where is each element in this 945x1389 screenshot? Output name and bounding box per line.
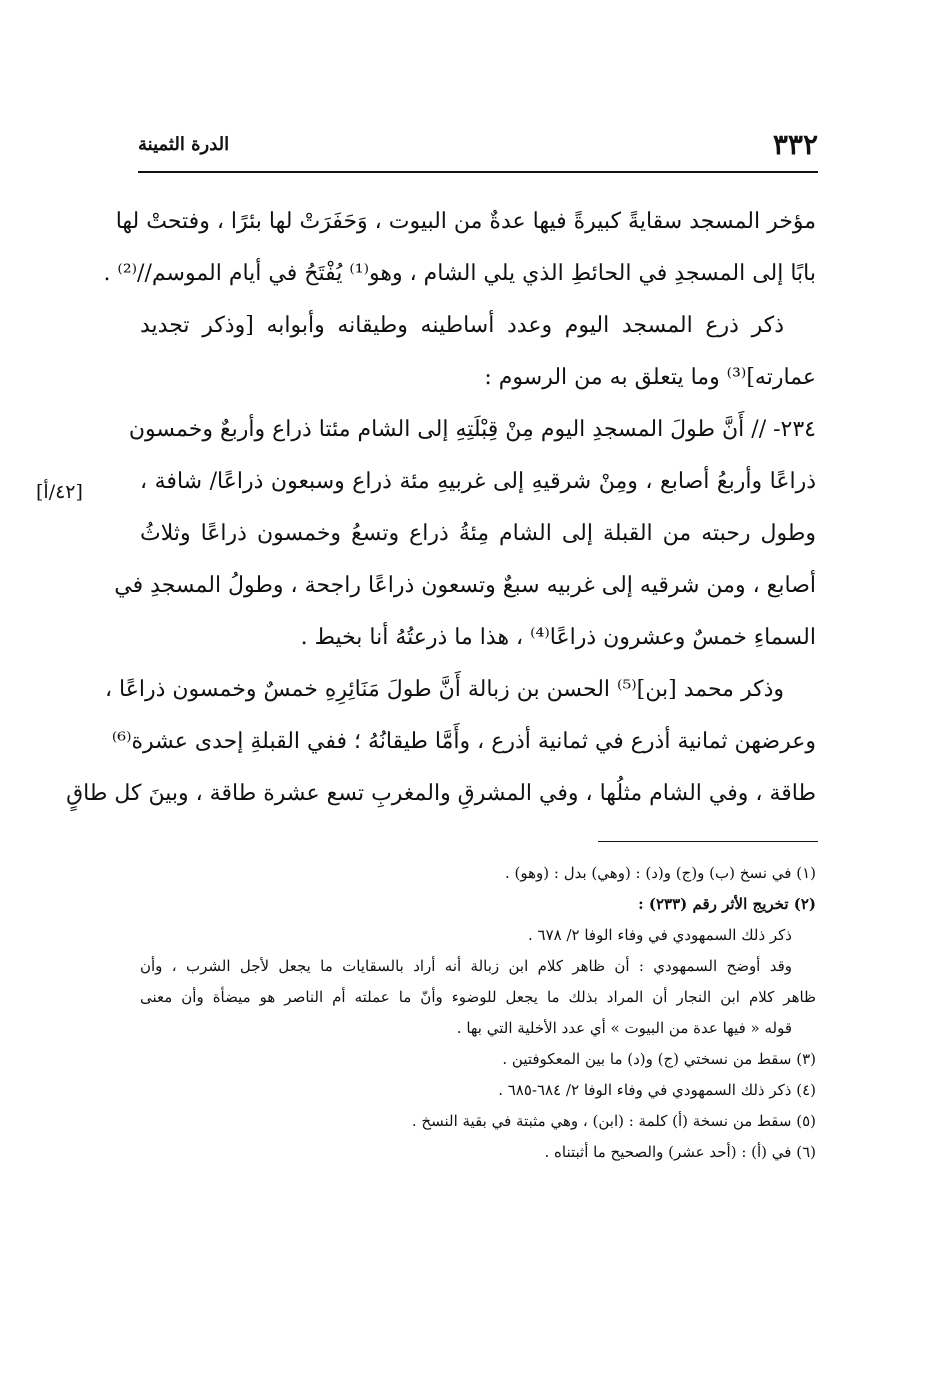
running-head	[138, 128, 818, 168]
text-line: مؤخر المسجد سقايةً كبيرةً فيها عدةٌ من البيوت ، وَحَفَرَتْ لها بئرًا ، وفتحتْ لها	[115, 209, 816, 234]
text-line: السماءِ خمسٌ وعشرون ذراعًا⁽⁴⁾ ، هذا ما ذرعتُهُ أنا بخيط .	[300, 625, 816, 650]
book-title: الدرة الثمينة	[138, 134, 230, 155]
margin-folio-note: [٤٢/أ]	[36, 481, 83, 503]
text-line: ٢٣٤- // أَنَّ طولَ المسجدِ اليوم مِنْ قِبْلَتِهِ إلى الشام مئتا ذراع وأربعٌ وخمسون	[128, 417, 816, 442]
page-number: ٣٣٢	[772, 128, 818, 161]
section-heading-line: عمارته]⁽³⁾ وما يتعلق به من الرسوم :	[484, 365, 816, 390]
footnote-rule	[598, 841, 818, 842]
main-text	[66, 196, 816, 820]
footnote: (٥) سقط من نسخة (أ) كلمة : (ابن) ، وهي مثبتة في بقية النسخ .	[411, 1112, 816, 1130]
footnote: (٢) تخريج الأثر رقم (٢٣٣) :	[638, 895, 816, 913]
section-heading-line: ذكر ذرع المسجد اليوم وعدد أساطينه وطيقانه وأبوابه [وذكر تجديد	[140, 313, 784, 338]
text-line: بابًا إلى المسجدِ في الحائطِ الذي يلي الشام ، وهو⁽¹⁾ يُفْتَحُ في أيام الموسم//⁽²⁾ .	[103, 261, 816, 286]
footnote: (٣) سقط من نسختي (ج) و(د) ما بين المعكوفتين .	[502, 1050, 816, 1068]
footnote-subline: وقد أوضح السمهودي : أن ظاهر كلام ابن زبالة أنه أراد بالسقايات ما يجعل لأجل الشرب ، وأن	[140, 957, 792, 975]
footnote: (٦) في (أ) : (أحد عشر) والصحيح ما أثبتناه .	[544, 1143, 816, 1161]
footnote-subline: ظاهر كلام ابن النجار أن المراد بذلك ما يجعل للوضوء وأنّ ما عملته أم الناصر هو ميضأة وأن معنى	[140, 988, 816, 1006]
footnote: (٤) ذكر ذلك السمهودي في وفاء الوفا ٢/ ٦٨٤-٦٨٥ .	[498, 1081, 816, 1099]
header-rule	[138, 171, 818, 173]
footnote: (١) في نسخ (ب) و(ج) و(د) : (وهي) بدل : (وهو) .	[504, 864, 816, 882]
footnotes	[140, 858, 816, 1168]
text-line: طاقة ، وفي الشام مثلُها ، وفي المشرقِ والمغربِ تسع عشرة طاقة ، وبينَ كل طاقٍ	[66, 781, 816, 806]
text-line: وذكر محمد [بن]⁽⁵⁾ الحسن بن زبالة أَنَّ طولَ مَنَائِرِهِ خمسٌ وخمسون ذراعًا ،	[104, 677, 784, 702]
text-line: وعرضهن ثمانية أذرع في ثمانية أذرع ، وأَمَّا طيقانُهُ ؛ ففي القبلةِ إحدى عشرة⁽⁶⁾	[111, 729, 816, 754]
text-line: وطول رحبته من القبلة إلى الشام مِئةُ ذراع وتسعُ وخمسون ذراعًا وثلاثُ	[140, 521, 816, 546]
footnote-subline: قوله « فيها عدة من البيوت » أي عدد الأخلية التي بها .	[456, 1019, 792, 1037]
text-line: ذراعًا وأربعُ أصابع ، ومِنْ شرقيهِ إلى غربيهِ مئة ذراع وسبعون ذراعًا/ شافة ،	[140, 469, 816, 494]
footnote-subline: ذكر ذلك السمهودي في وفاء الوفا ٢/ ٦٧٨ .	[527, 926, 792, 944]
text-line: أصابع ، ومن شرقيه إلى غربيه سبعٌ وتسعون ذراعًا راجحة ، وطولُ المسجدِ في	[114, 573, 816, 598]
